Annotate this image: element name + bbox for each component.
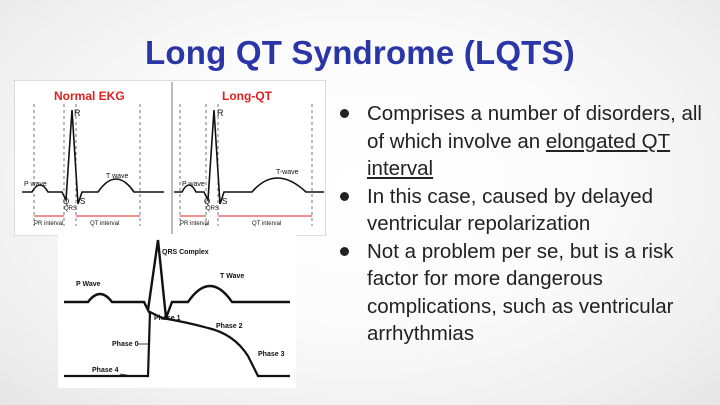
normal-qt-label: QT interval: [90, 221, 120, 227]
long-qrs-label: QRS: [206, 206, 220, 212]
ekg-comparison-svg: [14, 80, 326, 236]
action-potential-figure: [58, 234, 296, 388]
bullet-dot-icon: [340, 247, 349, 256]
slide-title: Long QT Syndrome (LQTS): [145, 34, 575, 71]
phase-3-label: Phase 3: [258, 351, 285, 358]
bullet-dot-icon: [340, 109, 349, 118]
normal-p-label: P wave: [24, 181, 47, 188]
normal-pr-label: PR interval: [34, 221, 64, 227]
long-q-label: Q: [204, 197, 211, 206]
long-s-label: S: [222, 197, 228, 206]
normal-t-label: T wave: [106, 173, 129, 180]
phase-0-label: Phase 0: [112, 341, 139, 348]
phase-2-label: Phase 2: [216, 323, 243, 330]
ekg-comparison-figure: [14, 80, 326, 236]
long-qt-interval-label: QT interval: [252, 221, 282, 227]
phase-4-label: Phase 4: [92, 367, 119, 374]
long-r-label: R: [217, 108, 224, 118]
long-t-label: T-wave: [276, 169, 299, 176]
bullet-dot-icon: [340, 192, 349, 201]
bullet-3-text: Not a problem per se, but is a risk factor for more dangerous complications, such as ventricular arrhythmias: [367, 239, 674, 345]
long-qt-title: Long-QT: [222, 89, 272, 103]
t-wave-label: T Wave: [220, 273, 245, 280]
long-pr-label: PR interval: [180, 221, 210, 227]
phase-1-label: Phase 1: [154, 315, 181, 322]
normal-ekg-title: Normal EKG: [54, 89, 125, 103]
bullet-item: [332, 183, 712, 238]
normal-s-label: S: [80, 197, 86, 206]
bullet-item: [332, 238, 712, 348]
normal-q-label: Q: [63, 197, 70, 206]
qrs-complex-label: QRS Complex: [162, 249, 209, 256]
p-wave-label: P Wave: [76, 281, 101, 288]
normal-r-label: R: [74, 108, 81, 118]
bullet-item: [332, 100, 712, 183]
bullet-1-text: Comprises a number of disorders, all of which involve an: [367, 102, 702, 153]
bullet-2-text: In this case, caused by delayed ventricular repolarization: [367, 184, 654, 235]
normal-qrs-label: QRS: [64, 206, 78, 212]
action-potential-svg: [58, 234, 296, 388]
bullet-1-emphasis: elongated QT interval: [367, 129, 671, 180]
bullet-list: [332, 100, 712, 348]
long-p-label: P wave: [182, 181, 205, 188]
